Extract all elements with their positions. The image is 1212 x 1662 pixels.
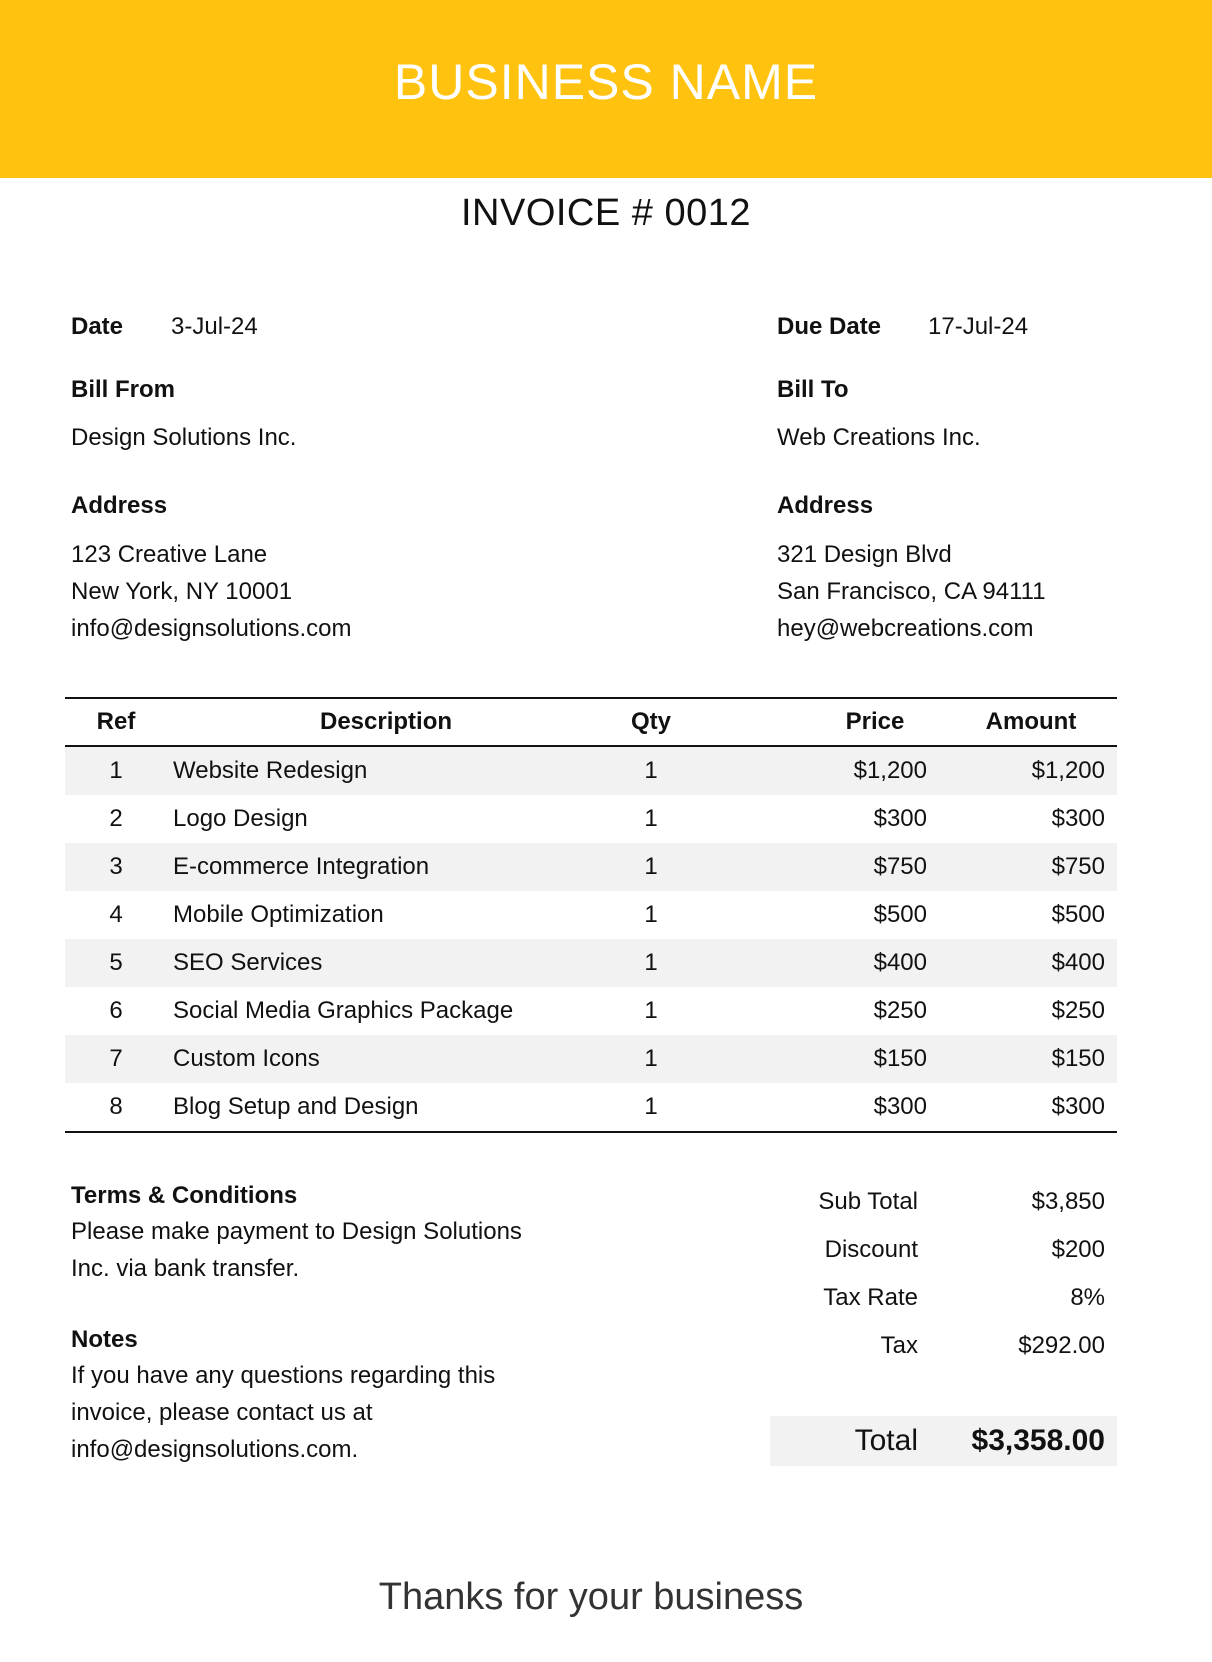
email-link[interactable]: info@designsolutions.com	[71, 615, 352, 642]
cell-amount: $400	[1051, 949, 1105, 976]
due-date-value: 17-Jul-24	[928, 313, 1029, 340]
cell-description: Blog Setup and Design	[173, 1093, 419, 1120]
table-row	[65, 843, 1117, 891]
discount-value: $200	[1051, 1236, 1105, 1263]
subtotal-row	[770, 1178, 1117, 1226]
cell-price: $300	[873, 1093, 927, 1120]
cell-description: E-commerce Integration	[173, 853, 430, 880]
cell-qty: 1	[644, 853, 658, 880]
address-line: San Francisco, CA 94111	[777, 578, 1046, 605]
terms-label: Terms & Conditions	[71, 1182, 298, 1209]
notes-line: invoice, please contact us at	[71, 1399, 373, 1426]
cell-price: $150	[873, 1045, 927, 1072]
cell-price: $500	[873, 901, 927, 928]
cell-qty: 1	[644, 901, 658, 928]
cell-ref: 1	[109, 757, 123, 784]
cell-description: SEO Services	[173, 949, 323, 976]
cell-qty: 1	[644, 1045, 658, 1072]
bill-to-label: Bill To	[777, 376, 849, 403]
cell-description: Website Redesign	[173, 757, 368, 784]
address-line: 321 Design Blvd	[777, 541, 952, 568]
cell-ref: 8	[109, 1093, 123, 1120]
cell-amount: $300	[1051, 805, 1105, 832]
email-link[interactable]: hey@webcreations.com	[777, 615, 1034, 642]
cell-qty: 1	[644, 949, 658, 976]
table-row	[65, 1035, 1117, 1083]
notes-section	[71, 1326, 591, 1468]
cell-ref: 7	[109, 1045, 123, 1072]
invoice-title: INVOICE # 0012	[460, 192, 752, 234]
bill-to-address	[777, 536, 1046, 647]
cell-description: Social Media Graphics Package	[173, 997, 514, 1024]
cell-qty: 1	[644, 757, 658, 784]
due-date	[777, 313, 1028, 341]
cell-amount: $250	[1051, 997, 1105, 1024]
terms-text	[71, 1213, 591, 1287]
cell-price: $300	[873, 805, 927, 832]
tax-rate-value: 8%	[1070, 1284, 1105, 1311]
cell-ref: 2	[109, 805, 123, 832]
header-band	[0, 0, 1212, 178]
col-qty-header: Qty	[630, 708, 671, 735]
col-amount-header: Amount	[985, 708, 1077, 735]
items-table	[65, 697, 1117, 1133]
cell-description: Mobile Optimization	[173, 901, 384, 928]
table-row	[65, 939, 1117, 987]
notes-text	[71, 1357, 591, 1468]
cell-ref: 3	[109, 853, 123, 880]
cell-qty: 1	[644, 805, 658, 832]
tax-label: Tax	[880, 1332, 918, 1359]
cell-price: $250	[873, 997, 927, 1024]
table-header	[65, 699, 1117, 747]
table-row	[65, 747, 1117, 795]
terms-section	[71, 1182, 591, 1287]
cell-ref: 6	[109, 997, 123, 1024]
tax-value: $292.00	[1018, 1332, 1105, 1359]
subtotal-label: Sub Total	[818, 1188, 918, 1215]
cell-description: Logo Design	[173, 805, 308, 832]
cell-description: Custom Icons	[173, 1045, 320, 1072]
date-value: 3-Jul-24	[171, 313, 258, 340]
cell-price: $400	[873, 949, 927, 976]
table-row	[65, 987, 1117, 1035]
due-date-label: Due Date	[777, 313, 882, 340]
business-name: BUSINESS NAME	[393, 54, 819, 110]
notes-label: Notes	[71, 1326, 138, 1353]
table-row	[65, 891, 1117, 939]
invoice-date	[71, 313, 258, 341]
col-price-header: Price	[845, 708, 905, 735]
cell-amount: $750	[1051, 853, 1105, 880]
cell-price: $1,200	[853, 757, 927, 784]
date-label: Date	[71, 313, 124, 340]
col-description-header: Description	[319, 708, 453, 735]
total-value: $3,358.00	[971, 1424, 1105, 1457]
cell-amount: $150	[1051, 1045, 1105, 1072]
bill-to-address-label: Address	[777, 492, 874, 519]
cell-price: $750	[873, 853, 927, 880]
grand-total-row	[770, 1416, 1117, 1466]
cell-amount: $500	[1051, 901, 1105, 928]
cell-amount: $300	[1051, 1093, 1105, 1120]
subtotal-value: $3,850	[1031, 1188, 1105, 1215]
bill-to-name: Web Creations Inc.	[777, 424, 981, 451]
col-ref-header: Ref	[96, 708, 136, 735]
bill-from-address-label: Address	[71, 492, 168, 519]
table-row	[65, 1083, 1117, 1131]
cell-ref: 4	[109, 901, 123, 928]
cell-qty: 1	[644, 997, 658, 1024]
discount-label: Discount	[824, 1236, 918, 1263]
bill-from-name: Design Solutions Inc.	[71, 424, 297, 451]
cell-ref: 5	[109, 949, 123, 976]
terms-line: Please make payment to Design Solutions	[71, 1218, 522, 1245]
discount-row	[770, 1226, 1117, 1274]
thanks-message: Thanks for your business	[378, 1576, 804, 1618]
cell-qty: 1	[644, 1093, 658, 1120]
tax-rate-row	[770, 1274, 1117, 1322]
tax-row	[770, 1322, 1117, 1370]
notes-line: info@designsolutions.com.	[71, 1436, 359, 1463]
address-line: 123 Creative Lane	[71, 541, 268, 568]
totals-summary	[770, 1178, 1117, 1370]
tax-rate-label: Tax Rate	[823, 1284, 918, 1311]
bill-from-address	[71, 536, 352, 647]
terms-line: Inc. via bank transfer.	[71, 1255, 300, 1282]
table-row	[65, 795, 1117, 843]
address-line: New York, NY 10001	[71, 578, 293, 605]
total-label: Total	[854, 1424, 918, 1457]
cell-amount: $1,200	[1031, 757, 1105, 784]
notes-line: If you have any questions regarding this	[71, 1362, 496, 1389]
bill-from-label: Bill From	[71, 376, 176, 403]
